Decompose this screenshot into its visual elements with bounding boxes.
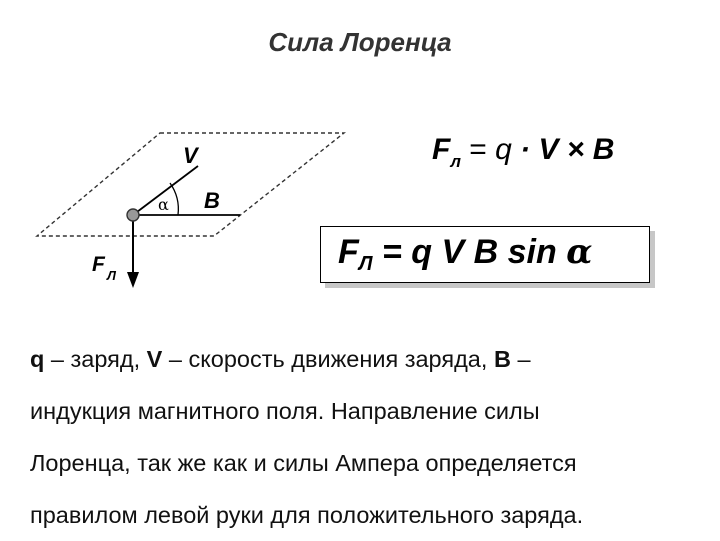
- formula2-rest: = q V B sin: [372, 233, 567, 271]
- label-v: V: [183, 143, 198, 168]
- formula1-f-sub: л: [450, 152, 461, 171]
- formula2-f-sub: Л: [358, 253, 373, 275]
- desc-q: q: [30, 346, 45, 372]
- description-line-2: индукция магнитного поля. Направление силы: [30, 398, 540, 424]
- desc-t3: –: [510, 346, 531, 372]
- formula1-cross: ×: [558, 133, 593, 166]
- charge-dot: [127, 209, 139, 221]
- formula1-dot: ·: [511, 133, 539, 166]
- formula1-b: B: [592, 133, 615, 166]
- formula1-q: q: [495, 133, 512, 166]
- formula-vector: [432, 133, 615, 171]
- formula1-eq: =: [460, 133, 496, 166]
- label-f: F: [92, 253, 105, 276]
- desc-t1: – заряд,: [44, 346, 147, 372]
- formula2-alpha: α: [566, 232, 593, 272]
- force-arrowhead: [127, 272, 139, 288]
- angle-arc: [170, 183, 178, 215]
- description-line-4: правилом левой руки для положительного заряда.: [30, 502, 584, 528]
- label-b: B: [204, 188, 220, 213]
- desc-v: V: [146, 346, 163, 372]
- slide-title: Сила Лоренца: [268, 27, 452, 57]
- formula2-f: F: [338, 233, 359, 271]
- formula1-v: V: [538, 133, 559, 166]
- description-line-1: [30, 333, 700, 385]
- desc-b: B: [493, 346, 511, 372]
- desc-t2: – скорость движения заряда,: [162, 346, 494, 372]
- label-alpha: α: [158, 195, 169, 214]
- description-line-3: Лоренца, так же как и силы Ампера определяется: [30, 450, 577, 476]
- label-f-sub: Л: [107, 268, 116, 283]
- formula-scalar: [338, 232, 593, 275]
- formula1-f: F: [432, 133, 451, 166]
- description: [30, 333, 700, 541]
